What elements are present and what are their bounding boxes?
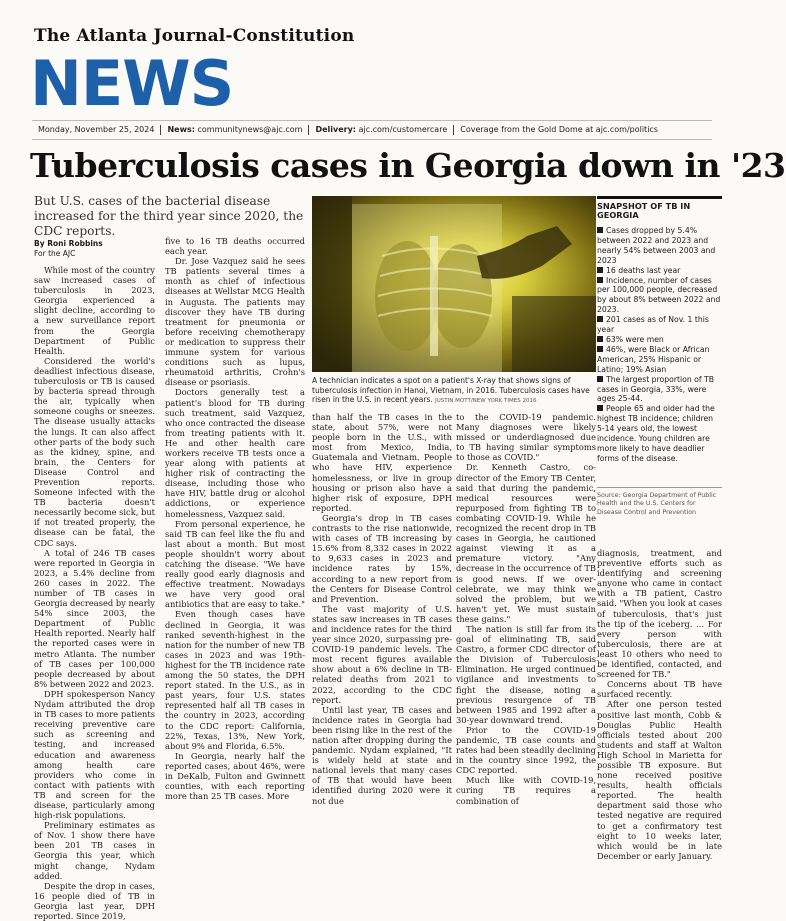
- article-paragraph: From personal experience, he said TB can feel like the flu and last about a month. But most people shouldn't worry about catching the disease. "We have really good early diagnosis and effective treatment. Nowadays we have very good oral antibiotics that are easy to take.": [165, 518, 305, 610]
- article-column-3: [312, 412, 452, 806]
- article-paragraph: Even though cases have declined in Georgia, it was ranked seventh-highest in the nation for the number of new TB cases in 2023 and was 19th-highest for the TB incidence rate among the 50 states, the DPH report stated. In the U.S., as in past years, four U.S. states represented half all TB cases in the country in 2023, according to the CDC report: California, 22%, Texas, 13%, New York, about 9% and Florida, 6.5%.: [165, 609, 305, 751]
- sidebar-fact-text: 16 deaths last year: [606, 265, 681, 275]
- square-bullet-icon: [597, 277, 603, 283]
- sidebar-fact-text: People 65 and older had the highest TB incidence; children 5-14 years old, the lowest incidence. Young children are more likely to have deadlier forms of the disease.: [597, 404, 715, 463]
- sidebar-title: SNAPSHOT OF TB IN GEORGIA: [597, 201, 691, 220]
- article-paragraph: A total of 246 TB cases were reported in Georgia in 2023, a 5.4% decline from 260 cases in 2022. The number of TB cases in Georgia decreased by nearly 54% since 2003, the Department of Public Health reported. Nearly half the reported cases were in metro Atlanta. The number of TB cases per 100,000 people decreased by about 8% between 2022 and 2023.: [34, 547, 155, 689]
- article-paragraph: Dr. Jose Vazquez said he sees TB patients several times a month as chief of infectious diseases at Wellstar MCG Health in Augusta. The patients may discover they have TB during treatment for pneumonia or before receiving chemotherapy or medication to suppress their immune system for various conditions such as lupus, rheumatoid arthritis, Crohn's disease or psoriasis.: [165, 256, 305, 388]
- sidebar-fact: [597, 266, 722, 276]
- article-paragraph: Preliminary estimates as of Nov. 1 show there have been 201 TB cases in Georgia this year, which might change, Nydam added.: [34, 820, 155, 881]
- article-paragraph: diagnosis, treatment, and preventive efforts such as identifying and screening anyone who came in contact with a TB patient, Castro said. "When you look at cases of tuberculosis, that's just the tip of the iceberg. ... For every person with tuberculosis, there are at least 10 others who need to be identified, contacted, and screened for TB.": [597, 548, 722, 680]
- sidebar-fact-text: Cases dropped by 5.4% between 2022 and 2023 and nearly 54% between 2003 and 2023: [597, 226, 716, 265]
- sidebar-fact-text: 63% were men: [606, 334, 664, 344]
- sidebar-fact-text: The largest proportion of TB cases in Georgia, 33%, were ages 25-44.: [597, 374, 714, 404]
- article-paragraph: The nation is still far from its goal of eliminating TB, said Castro, a former CDC director of the Division of Tuberculosis Elimination. He urged continued vigilance and investments to fight the disease, noting a previous resurgence of TB between 1985 and 1992 after a 30-year downward trend.: [456, 623, 596, 725]
- sidebar-fact-text: Incidence, number of cases per 100,000 people, decreased by about 8% between 2022 and 2023.: [597, 275, 721, 315]
- article-paragraph: Concerns about TB have surfaced recently.: [597, 679, 722, 700]
- sidebar-fact: [597, 375, 722, 405]
- article-paragraph: Prior to the COVID-19 pandemic, TB case counts and rates had been steadily declining in the country since 1992, the CDC reported.: [456, 724, 596, 776]
- sidebar-fact-text: 201 cases as of Nov. 1 this year: [597, 315, 709, 335]
- square-bullet-icon: [597, 336, 603, 342]
- square-bullet-icon: [597, 376, 603, 382]
- sidebar-list: [597, 226, 722, 464]
- article-paragraph: Dr. Kenneth Castro, co-director of the Emory TB Center, said that during the pandemic, medical resources were repurposed from fighting TB to combating COVID-19. While he recognized the recent drop in TB cases in Georgia, he cautioned against viewing it as a premature victory. "Any decrease in the occurrence of TB is good news. If we over-celebrate, we may think we solved the problem, but we haven't yet. We must sustain these gains.": [456, 462, 596, 624]
- article-paragraph: While most of the country saw increased cases of tuberculosis in 2023, Georgia experienced a slight decline, according to a new surveillance report from the Georgia Department of Public Health.: [34, 265, 155, 356]
- article-paragraph: In Georgia, nearly half the reported cases, about 46%, were in DeKalb, Fulton and Gwinnett counties, with each reporting more than 25 TB cases. More: [165, 750, 305, 802]
- photo-credit: JUSTIN MOTT/NEW YORK TIMES 2016: [435, 398, 537, 404]
- article-column-1: [34, 265, 155, 921]
- article-paragraph: Considered the world's deadliest infectious disease, tuberculosis or TB is caused by bacteria spread through the air, typically when someone coughs or sneezes. The disease usually attacks the lungs. It can also affect other parts of the body such as the kidney, spine, and brain, the Centers for Disease Control and Prevention reports. Someone infected with the TB bacteria doesn't necessarily become sick, but if not treated properly, the disease can be fatal, the CDC says.: [34, 355, 155, 548]
- article-paragraph: than half the TB cases in the state, about 57%, were not people born in the U.S., with most from Mexico, India, Guatemala and Vietnam. People who have HIV, experience homelessness, or live in group housing or prison also have a higher risk of exposure, DPH reported.: [312, 412, 452, 513]
- delivery-contact: [309, 125, 454, 135]
- news-contact: [161, 125, 309, 135]
- article-paragraph: Until last year, TB cases and incidence rates in Georgia had been rising like in the rest of the nation after dropping during the pandemic. Nydam explained, "It is widely held at state and national levels that many cases of TB that would have been identified during 2020 were it not due: [312, 704, 452, 806]
- article-headline: Tuberculosis cases in Georgia down in '23: [30, 146, 786, 185]
- article-column-5: [597, 548, 722, 861]
- sidebar-fact: [597, 315, 722, 335]
- snapshot-sidebar: [597, 196, 722, 464]
- byline: [34, 239, 103, 259]
- sidebar-fact-text: 46%, were Black or African American, 25% Hispanic or Latino; 19% Asian: [597, 344, 710, 374]
- masthead-title: The Atlanta Journal-Constitution: [34, 26, 355, 46]
- byline-affiliation: For the AJC: [34, 249, 76, 258]
- article-paragraph: The vast majority of U.S. states saw increases in TB cases and incidence rates for the third year since 2020, surpassing pre-COVID-19 pandemic levels. The most recent figures available show about a 6% decline in TB-related deaths from 2021 to 2022, according to the CDC report.: [312, 603, 452, 705]
- article-paragraph: DPH spokesperson Nancy Nydam attributed the drop in TB cases to more patients receiving preventive care such as screening and testing, and increased education and awareness among health care providers who come in contact with patients with TB and screen for the disease, particularly among high-risk populations.: [34, 688, 155, 821]
- article-paragraph: After one person tested positive last month, Cobb & Douglas Public Health officials tested about 200 students and staff at Walton High School in Marietta for possible TB exposure. But none received positive results, health officials reported. The health department said those who tested negative are required to get a confirmatory test eight to 10 weeks later, which would be in late December or early January.: [597, 699, 722, 861]
- square-bullet-icon: [597, 227, 603, 233]
- square-bullet-icon: [597, 405, 603, 411]
- sidebar-fact: [597, 404, 722, 463]
- news-email-link[interactable]: communitynews@ajc.com: [197, 125, 303, 134]
- coverage-note: Coverage from the Gold Dome at ajc.com/politics: [460, 125, 658, 134]
- section-title: NEWS: [30, 47, 234, 120]
- xray-photo: [312, 196, 596, 372]
- article-column-2: [165, 236, 305, 802]
- byline-author: By Roni Robbins: [34, 239, 103, 248]
- square-bullet-icon: [597, 267, 603, 273]
- info-bar: [32, 120, 712, 140]
- article-paragraph: Georgia's drop in TB cases contrasts to the rise nationwide, with cases of TB increasing by 15.6% from 8,332 cases in 2022 to 9,633 cases in 2023 and incidence rates by 15%, according to a new report from the Centers for Disease Control and Prevention.: [312, 512, 452, 604]
- sidebar-fact: [597, 345, 722, 375]
- square-bullet-icon: [597, 316, 603, 322]
- square-bullet-icon: [597, 346, 603, 352]
- article-paragraph: Despite the drop in cases, 16 people died of TB in Georgia last year, DPH reported. Since 2019,: [34, 880, 155, 921]
- article-subhead: But U.S. cases of the bacterial disease increased for the third year since 2020, the CDC reports.: [34, 194, 304, 238]
- sidebar-fact: [597, 335, 722, 345]
- sidebar-fact: [597, 276, 722, 316]
- article-paragraph: five to 16 TB deaths occurred each year.: [165, 236, 305, 257]
- sidebar-fact: [597, 226, 722, 266]
- article-paragraph: Much like with COVID-19, curing TB requires a combination of: [456, 775, 596, 806]
- issue-date: Monday, November 25, 2024: [32, 125, 161, 135]
- news-contact-label: News:: [167, 125, 195, 134]
- photo-caption: [312, 376, 596, 407]
- delivery-label: Delivery:: [315, 125, 357, 134]
- article-paragraph: Doctors generally test a patient's blood for TB during such treatment, said Vazquez, who once contracted the disease from treating patients with it. He and other health care workers receive TB tests once a year along with patients at higher risk of contracting the disease, including those who have HIV, battle drug or alcohol addictions, or experience homelessness, Vazquez said.: [165, 387, 305, 519]
- caption-text: A technician indicates a spot on a patient's X-ray that shows signs of tuberculosis infection in Hanoi, Vietnam, in 2016. Tuberculosis cases have risen in the U.S. in recent years.: [312, 376, 590, 404]
- article-paragraph: to the COVID-19 pandemic. Many diagnoses were likely missed or underdiagnosed due to TB having similar symptoms to those as COVID.": [456, 412, 596, 463]
- sidebar-source: Source: Georgia Department of Public Health and the U.S. Centers for Disease Control and Prevention: [597, 487, 722, 517]
- xray-illustration: [312, 196, 596, 372]
- delivery-link[interactable]: ajc.com/customercare: [358, 125, 448, 134]
- article-column-4: [456, 412, 596, 806]
